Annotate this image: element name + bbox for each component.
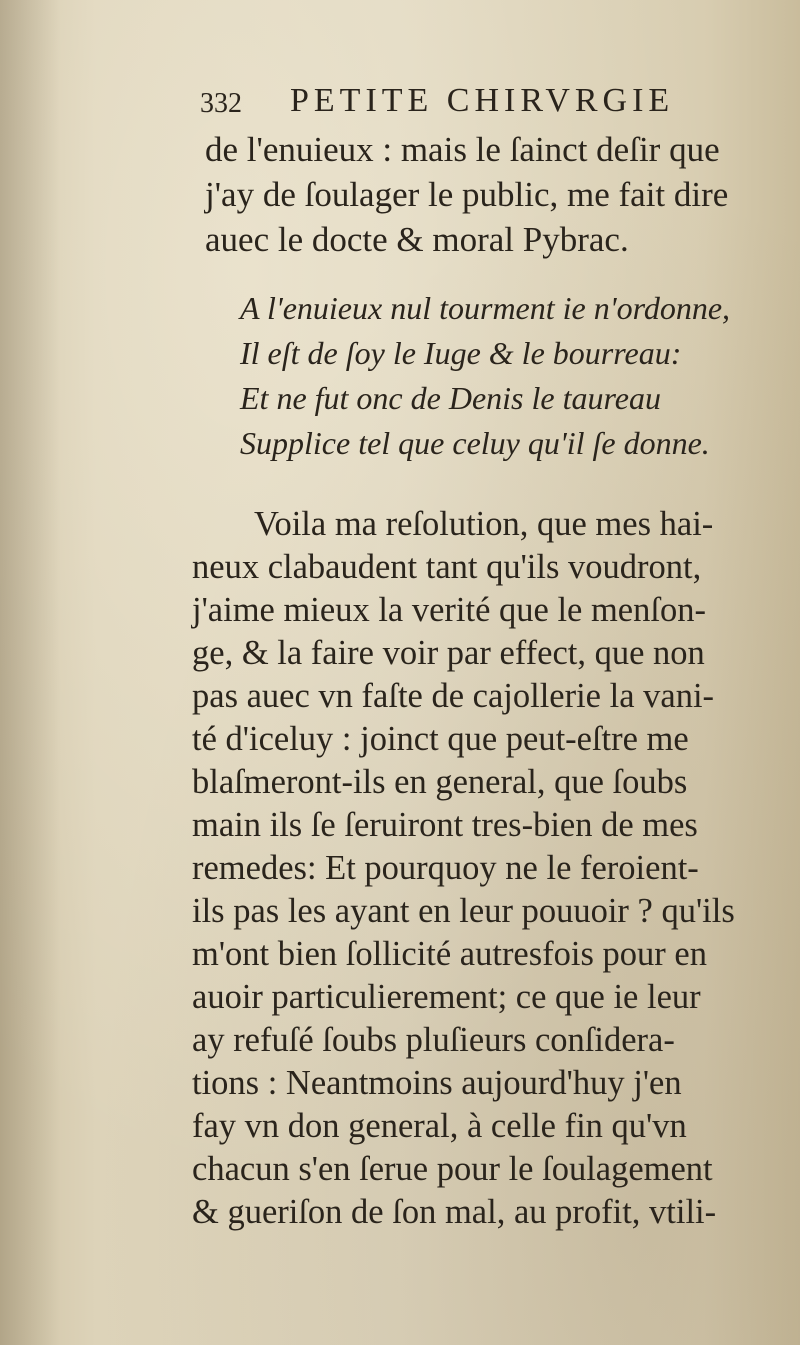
gutter-shadow <box>0 0 60 1345</box>
verse-line: Il eſt de ſoy le Iuge & le bourreau: <box>240 335 682 371</box>
intro-line: j'ay de ſoulager le public, me fait dire <box>205 175 729 214</box>
body-line: j'aime mieux la verité que le menſon- <box>192 591 706 629</box>
body-line: neux clabaudent tant qu'ils voudront, <box>192 548 702 586</box>
body-line: ay refuſé ſoubs pluſieurs conſidera- <box>192 1021 675 1059</box>
page-header <box>200 82 760 122</box>
body-line: & gueriſon de ſon mal, au profit, vtili- <box>192 1193 717 1231</box>
body-line: chacun s'en ſerue pour le ſoulagement <box>192 1150 713 1188</box>
verse-line: Supplice tel que celuy qu'il ſe donne. <box>240 425 710 461</box>
page-number: 332 <box>200 88 242 119</box>
verse-line: Et ne fut onc de Denis le taureau <box>240 380 661 416</box>
body-line: fay vn don general, à celle fin qu'vn <box>192 1107 687 1145</box>
body-line: Voila ma reſolution, que mes hai- <box>254 505 714 543</box>
body-line: remedes: Et pourquoy ne le feroient- <box>192 849 699 887</box>
body-line: main ils ſe ſeruiront tres-bien de mes <box>192 806 698 844</box>
body-line: ils pas les ayant en leur pouuoir ? qu'ils <box>192 892 735 930</box>
intro-line: de l'enuieux : mais le ſainct deſir que <box>205 130 720 169</box>
verse-line: A l'enuieux nul tourment ie n'ordonne, <box>240 290 731 326</box>
body-line: auoir particulierement; ce que ie leur <box>192 978 701 1016</box>
running-head: PETITE CHIRVRGIE <box>290 82 675 119</box>
body-line: té d'iceluy : joinct que peut-eſtre me <box>192 720 689 758</box>
body-line: blaſmeront-ils en general, que ſoubs <box>192 763 688 801</box>
intro-line: auec le docte & moral Pybrac. <box>205 220 629 259</box>
body-line: ge, & la faire voir par effect, que non <box>192 634 705 672</box>
body-line: tions : Neantmoins aujourd'huy j'en <box>192 1064 682 1102</box>
body-line: m'ont bien ſollicité autresfois pour en <box>192 935 707 973</box>
body-line: pas auec vn faſte de cajollerie la vani- <box>192 677 715 715</box>
